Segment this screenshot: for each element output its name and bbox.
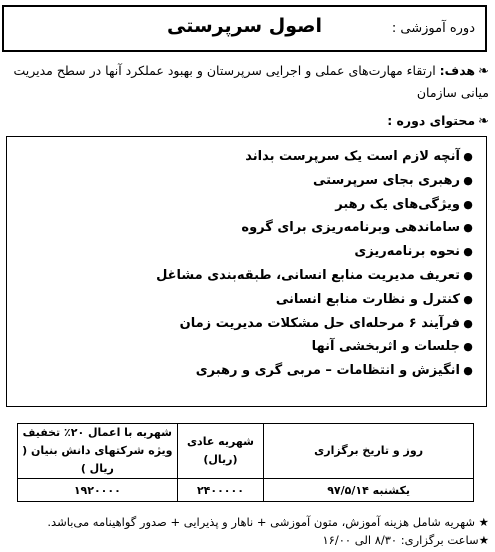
list-item: ●ساماندهی وبرنامه‌ریزی برای گروه xyxy=(17,216,476,240)
course-title: اصول سرپرستی xyxy=(166,15,322,37)
list-item: ●کنترل و نظارت منابع انسانی xyxy=(17,288,476,312)
list-item: ●نحوه برنامه‌ریزی xyxy=(17,240,476,264)
discount-fee-header: شهریه با اعمال ۲۰٪ تخفیف ویژه شرکتهای دانش بنیان ( ریال ) xyxy=(18,424,178,479)
leaf-bullet-icon: ❧ xyxy=(478,114,489,129)
bullet-dot-icon: ● xyxy=(463,245,473,259)
content-label: محتوای دوره : xyxy=(387,113,476,128)
content-list xyxy=(17,145,476,383)
bullet-dot-icon: ● xyxy=(463,197,473,211)
table-header-row xyxy=(18,424,474,479)
bullet-dot-icon: ● xyxy=(463,268,473,282)
bullet-dot-icon: ● xyxy=(463,221,473,235)
content-box xyxy=(6,136,487,407)
course-label: دوره آموزشی : xyxy=(391,21,475,36)
bullet-dot-icon: ● xyxy=(463,316,473,330)
fees-table xyxy=(17,423,474,502)
list-item: ●انگیزش و انتظامات – مربی گری و رهبری xyxy=(17,359,476,383)
content-heading xyxy=(6,110,489,132)
table-row xyxy=(18,479,474,502)
list-item: ●تعریف مدیریت منابع انسانی، طبقه‌بندی مشاغل xyxy=(17,264,476,288)
course-title-box xyxy=(2,5,487,52)
leaf-bullet-icon: ❧ xyxy=(478,64,489,79)
bullet-dot-icon: ● xyxy=(463,340,473,354)
goal-text: ارتقاء مهارت‌های عملی و اجرایی سرپرستان و بهبود عملکرد آنها در سطح مدیریت میانی سازمان xyxy=(13,63,489,100)
bullet-dot-icon: ● xyxy=(463,364,473,378)
bullet-dot-icon: ● xyxy=(463,150,473,163)
discount-fee-cell: ۱۹۲۰۰۰۰ xyxy=(18,479,178,502)
list-item: ●جلسات و اثربخشی آنها xyxy=(17,335,476,359)
bullet-dot-icon: ● xyxy=(463,292,473,306)
note-fee-includes: ★ شهریه شامل هزینه آموزش، متون آموزشی + ناهار و پذیرایی + صدور گواهینامه می‌باشد. xyxy=(47,515,489,529)
regular-fee-header: شهریه عادی (ریال) xyxy=(177,424,264,479)
note-schedule: ★ساعت برگزاری: ۸/۳۰ الی ۱۶/۰۰ xyxy=(322,533,489,547)
list-item: ●آنچه لازم است یک سرپرست بداند xyxy=(17,145,476,169)
regular-fee-cell: ۲۴۰۰۰۰۰ xyxy=(177,479,264,502)
goal-label: هدف: xyxy=(439,63,476,78)
notes xyxy=(6,513,489,549)
bullet-dot-icon: ● xyxy=(463,173,473,187)
goal-section xyxy=(6,60,489,103)
list-item: ●ویژگی‌های یک رهبر xyxy=(17,193,476,217)
list-item: ●رهبری بجای سرپرستی xyxy=(17,169,476,193)
date-cell: یکشنبه ۹۷/۵/۱۴ xyxy=(264,479,474,502)
list-item: ●فرآیند ۶ مرحله‌ای حل مشکلات مدیریت زمان xyxy=(17,312,476,336)
date-header: روز و تاریخ برگزاری xyxy=(264,424,474,479)
